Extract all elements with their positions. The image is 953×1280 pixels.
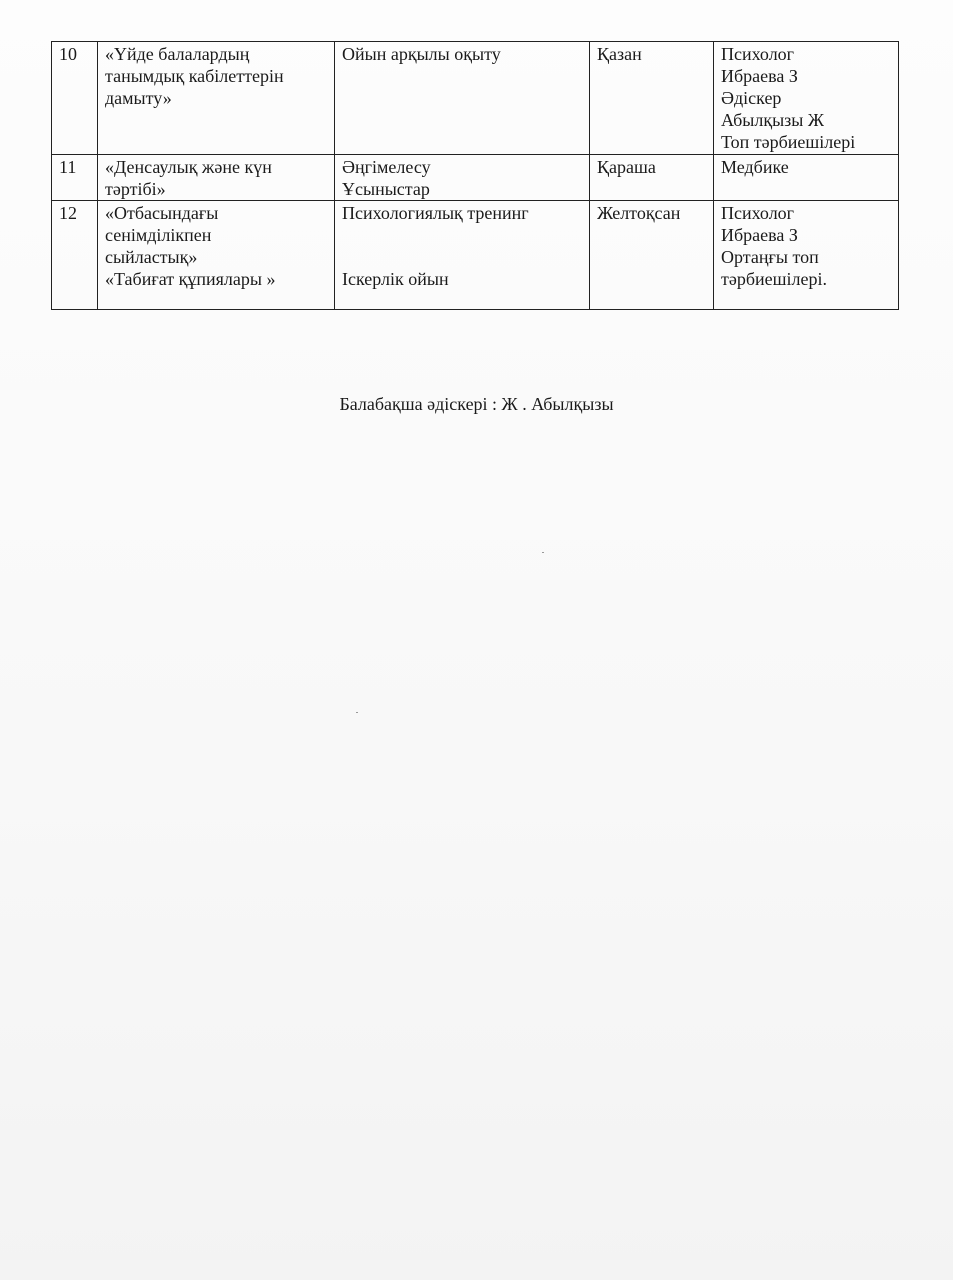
- paper-speck: [542, 552, 544, 553]
- responsible-line: Абылқызы Ж: [721, 110, 824, 130]
- event-title-cell: [98, 201, 335, 310]
- row-number: 12: [52, 201, 98, 310]
- responsible-cell: [714, 201, 899, 310]
- responsible-line: Психолог: [721, 44, 795, 64]
- month-cell: Желтоқсан: [590, 201, 714, 310]
- responsible-line: Ортаңғы топ: [721, 247, 819, 267]
- responsible-line: Психолог: [721, 203, 795, 223]
- responsible-line: Медбике: [721, 157, 789, 177]
- event-title-line: танымдық кабілеттерін: [105, 66, 284, 86]
- paper-speck: [356, 712, 358, 713]
- event-title-line: «Табиғат құпиялары »: [105, 269, 276, 289]
- event-title-line: тәртібі»: [105, 179, 166, 199]
- event-form-line: Психологиялық тренинг: [342, 203, 529, 223]
- event-form-line: Іскерлік ойын: [342, 269, 449, 289]
- responsible-line: тәрбиешілері.: [721, 269, 827, 289]
- table-row: [52, 201, 899, 310]
- event-title-line: дамыту»: [105, 88, 172, 108]
- event-form-cell: [335, 201, 590, 310]
- responsible-line: Ибраева З: [721, 66, 798, 86]
- spacer: [342, 224, 583, 268]
- responsible-line: Топ тәрбиешілері: [721, 132, 856, 152]
- responsible-cell: [714, 42, 899, 155]
- event-title-line: сенімділікпен: [105, 225, 212, 245]
- month-cell: Қазан: [590, 42, 714, 155]
- plan-table: [51, 41, 899, 310]
- event-title-line: «Денсаулық және күн: [105, 157, 272, 177]
- event-form-line: Әңгімелесу: [342, 157, 431, 177]
- responsible-cell: [714, 155, 899, 201]
- event-title-line: «Үйде балалардың: [105, 44, 250, 64]
- row-number: 11: [52, 155, 98, 201]
- methodist-signature-line: Балабақша әдіскері : Ж . Абылқызы: [339, 394, 614, 414]
- event-form-line: Ұсыныстар: [342, 179, 430, 199]
- event-form-line: Ойын арқылы оқыту: [342, 44, 501, 64]
- event-title-line: сыйластық»: [105, 247, 198, 267]
- responsible-line: Әдіскер: [721, 88, 782, 108]
- table-row: [52, 155, 899, 201]
- event-form-cell: [335, 155, 590, 201]
- event-title-cell: [98, 42, 335, 155]
- responsible-line: Ибраева З: [721, 225, 798, 245]
- month-cell: Қараша: [590, 155, 714, 201]
- row-number: 10: [52, 42, 98, 155]
- event-title-line: «Отбасындағы: [105, 203, 219, 223]
- event-title-cell: [98, 155, 335, 201]
- event-form-cell: [335, 42, 590, 155]
- table-row: [52, 42, 899, 155]
